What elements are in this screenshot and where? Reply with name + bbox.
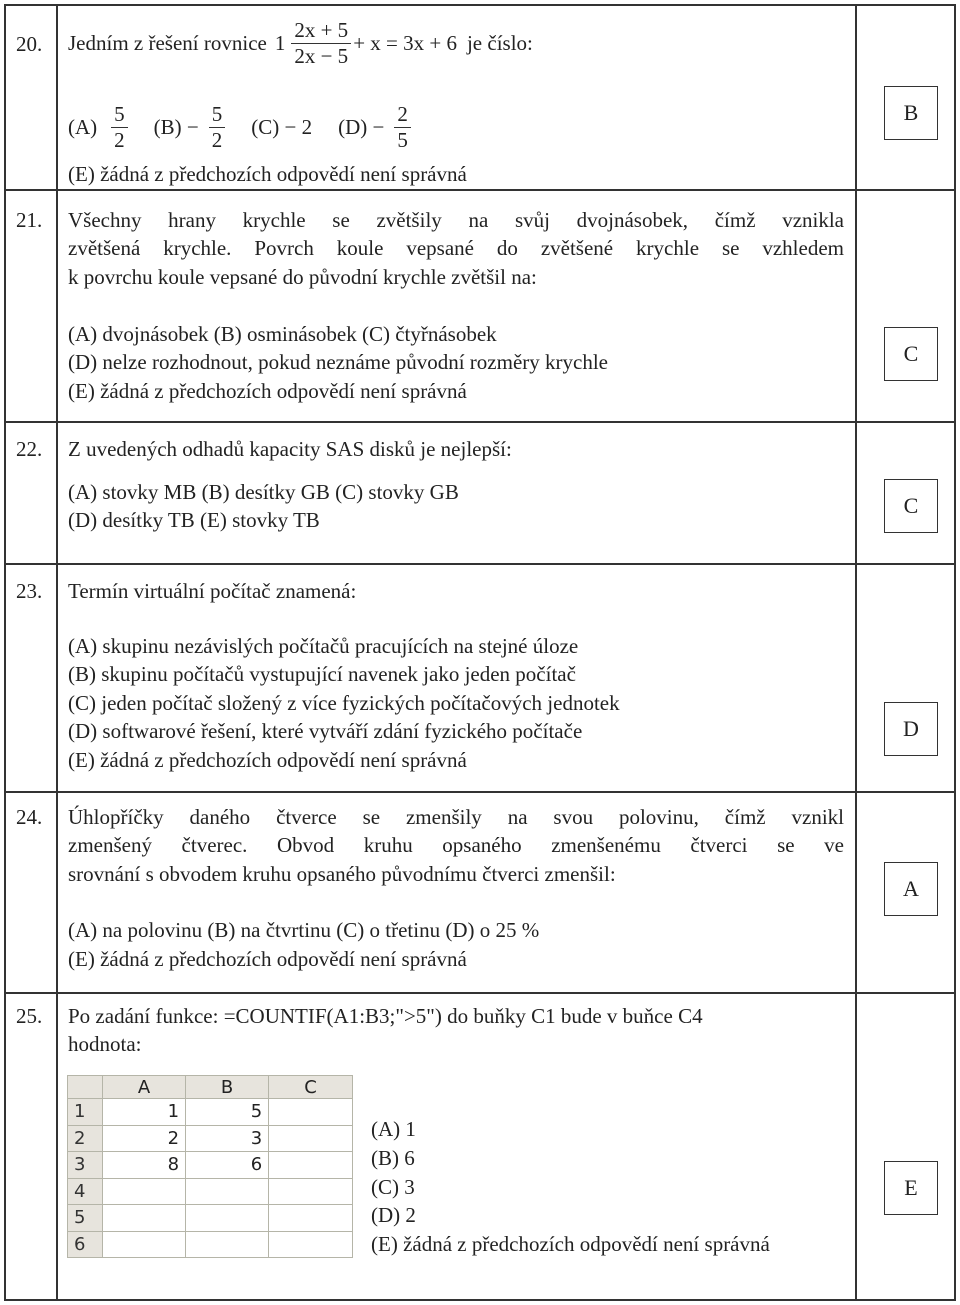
fraction-denominator: 5: [397, 128, 408, 153]
cell: 1: [103, 1099, 186, 1126]
option-a: (A) 1: [371, 1117, 416, 1141]
cell: [269, 1205, 353, 1232]
cell: [103, 1178, 186, 1205]
table-border-bottom: [4, 1299, 956, 1301]
option-b-fraction: [209, 102, 226, 153]
cell: 8: [103, 1152, 186, 1179]
cell: [269, 1125, 353, 1152]
cell: [269, 1152, 353, 1179]
cell: 3: [186, 1125, 269, 1152]
question-number: 20.: [16, 32, 43, 56]
option-c: (C) 3: [371, 1175, 415, 1199]
spreadsheet-column-headers: [68, 1076, 353, 1099]
question-line: Termín virtuální počítač znamená:: [68, 579, 357, 603]
answer-options: [68, 102, 437, 153]
column-header: C: [269, 1076, 353, 1099]
option-d: (D) softwarové řešení, které vytváří zdání fyzického počítače: [68, 719, 583, 743]
option-b: (B) skupinu počítačů vystupující navenek jako jeden počítač: [68, 662, 576, 686]
option-c: (C) jeden počítač složený z více fyzických počítačových jednotek: [68, 691, 620, 715]
cell: [103, 1231, 186, 1258]
question-number: 22.: [16, 437, 43, 461]
row-divider: [4, 421, 956, 423]
row-header: 5: [68, 1205, 103, 1232]
cell: 6: [186, 1152, 269, 1179]
answer-box: C: [884, 327, 938, 381]
fraction-denominator: 2: [114, 128, 125, 153]
quiz-page: [4, 4, 956, 1301]
option-c: (C) − 2: [251, 115, 313, 140]
options-line: (A) na polovinu (B) na čtvrtinu (C) o třetinu (D) o 25 %: [68, 918, 540, 942]
fraction-numerator: 2: [394, 102, 411, 128]
question-number: 21.: [16, 208, 43, 232]
option-e: (E) žádná z předchozích odpovědí není správná: [68, 162, 467, 186]
question-number: 23.: [16, 579, 43, 603]
question-number: 25.: [16, 1004, 43, 1028]
question-line: srovnání s obvodem kruhu opsaného původnímu čtverci zmenšil:: [68, 862, 616, 886]
row-divider: [4, 563, 956, 565]
question-text: [68, 18, 533, 69]
equation-one: 1: [274, 31, 286, 56]
table-border-right: [954, 4, 956, 1301]
option-b-label: (B) −: [153, 115, 199, 140]
cell: [269, 1178, 353, 1205]
cell: 2: [103, 1125, 186, 1152]
column-header: B: [186, 1076, 269, 1099]
answer-box: E: [884, 1161, 938, 1215]
row-divider: [4, 992, 956, 994]
question-prefix: Jedním z řešení rovnice: [68, 31, 267, 56]
question-line: zvětšená krychle. Povrch koule vepsané do zvětšené krychle se vzhledem: [68, 236, 844, 260]
option-e: (E) žádná z předchozích odpovědí není správná: [68, 947, 467, 971]
question-line: Po zadání funkce: =COUNTIF(A1:B3;">5") do buňky C1 bude v buňce C4: [68, 1004, 703, 1028]
equation-fraction: [291, 18, 351, 69]
spreadsheet-row: [68, 1231, 353, 1258]
spreadsheet-row: [68, 1205, 353, 1232]
answer-box: D: [884, 702, 938, 756]
options-line: (A) dvojnásobek (B) osminásobek (C) čtyřnásobek: [68, 322, 497, 346]
cell: [186, 1205, 269, 1232]
row-divider: [4, 791, 956, 793]
option-a-fraction: [111, 102, 128, 153]
answer-box: C: [884, 479, 938, 533]
fraction-numerator: 5: [111, 102, 128, 128]
question-line: hodnota:: [68, 1032, 142, 1056]
option-b: (B) 6: [371, 1146, 415, 1170]
row-header: 2: [68, 1125, 103, 1152]
fraction-numerator: 5: [209, 102, 226, 128]
options-line: (D) nelze rozhodnout, pokud neznáme původní rozměry krychle: [68, 350, 608, 374]
cell: [269, 1099, 353, 1126]
spreadsheet-row: [68, 1152, 353, 1179]
options-line: (D) desítky TB (E) stovky TB: [68, 508, 320, 532]
question-line: Úhlopříčky daného čtverce se zmenšily na svou polovinu, čímž vznikl: [68, 805, 844, 829]
spreadsheet-row: [68, 1125, 353, 1152]
option-e: (E) žádná z předchozích odpovědí není správná: [371, 1232, 770, 1256]
row-header: 4: [68, 1178, 103, 1205]
cell: [186, 1178, 269, 1205]
answer-box: B: [884, 86, 938, 140]
question-suffix: je číslo:: [466, 31, 533, 56]
question-line: Všechny hrany krychle se zvětšily na svůj dvojnásobek, čímž vznikla: [68, 208, 844, 232]
spreadsheet-image: [67, 1075, 353, 1258]
table-border-left: [4, 4, 6, 1301]
option-a-label: (A): [68, 115, 98, 140]
cell: [103, 1205, 186, 1232]
question-line: Z uvedených odhadů kapacity SAS disků je nejlepší:: [68, 437, 512, 461]
option-d-label: (D) −: [338, 115, 385, 140]
option-d: (D) 2: [371, 1203, 416, 1227]
answer-column-divider: [855, 4, 857, 1301]
cell: [186, 1231, 269, 1258]
row-header: 1: [68, 1099, 103, 1126]
cell: [269, 1231, 353, 1258]
fraction-denominator: 2x − 5: [294, 44, 349, 69]
spreadsheet-corner: [68, 1076, 103, 1099]
row-header: 6: [68, 1231, 103, 1258]
question-line: k povrchu koule vepsané do původní krychle zvětšil na:: [68, 265, 537, 289]
question-line: zmenšený čtverec. Obvod kruhu opsaného zmenšenému čtverci se ve: [68, 833, 844, 857]
option-e: (E) žádná z předchozích odpovědí není správná: [68, 748, 467, 772]
spreadsheet-row: [68, 1178, 353, 1205]
fraction-numerator: 2x + 5: [291, 18, 351, 44]
column-header: A: [103, 1076, 186, 1099]
option-d-fraction: [394, 102, 411, 153]
option-a: (A) skupinu nezávislých počítačů pracujících na stejné úloze: [68, 634, 579, 658]
question-number: 24.: [16, 805, 43, 829]
number-column-divider: [56, 4, 58, 1301]
answer-box: A: [884, 862, 938, 916]
fraction-denominator: 2: [211, 128, 223, 153]
table-border-top: [4, 4, 956, 6]
spreadsheet-row: [68, 1099, 353, 1126]
options-line: (A) stovky MB (B) desítky GB (C) stovky GB: [68, 480, 459, 504]
cell: 5: [186, 1099, 269, 1126]
row-header: 3: [68, 1152, 103, 1179]
equation-rest: + x = 3x + 6: [353, 31, 457, 56]
row-divider: [4, 189, 956, 191]
option-e: (E) žádná z předchozích odpovědí není správná: [68, 379, 467, 403]
